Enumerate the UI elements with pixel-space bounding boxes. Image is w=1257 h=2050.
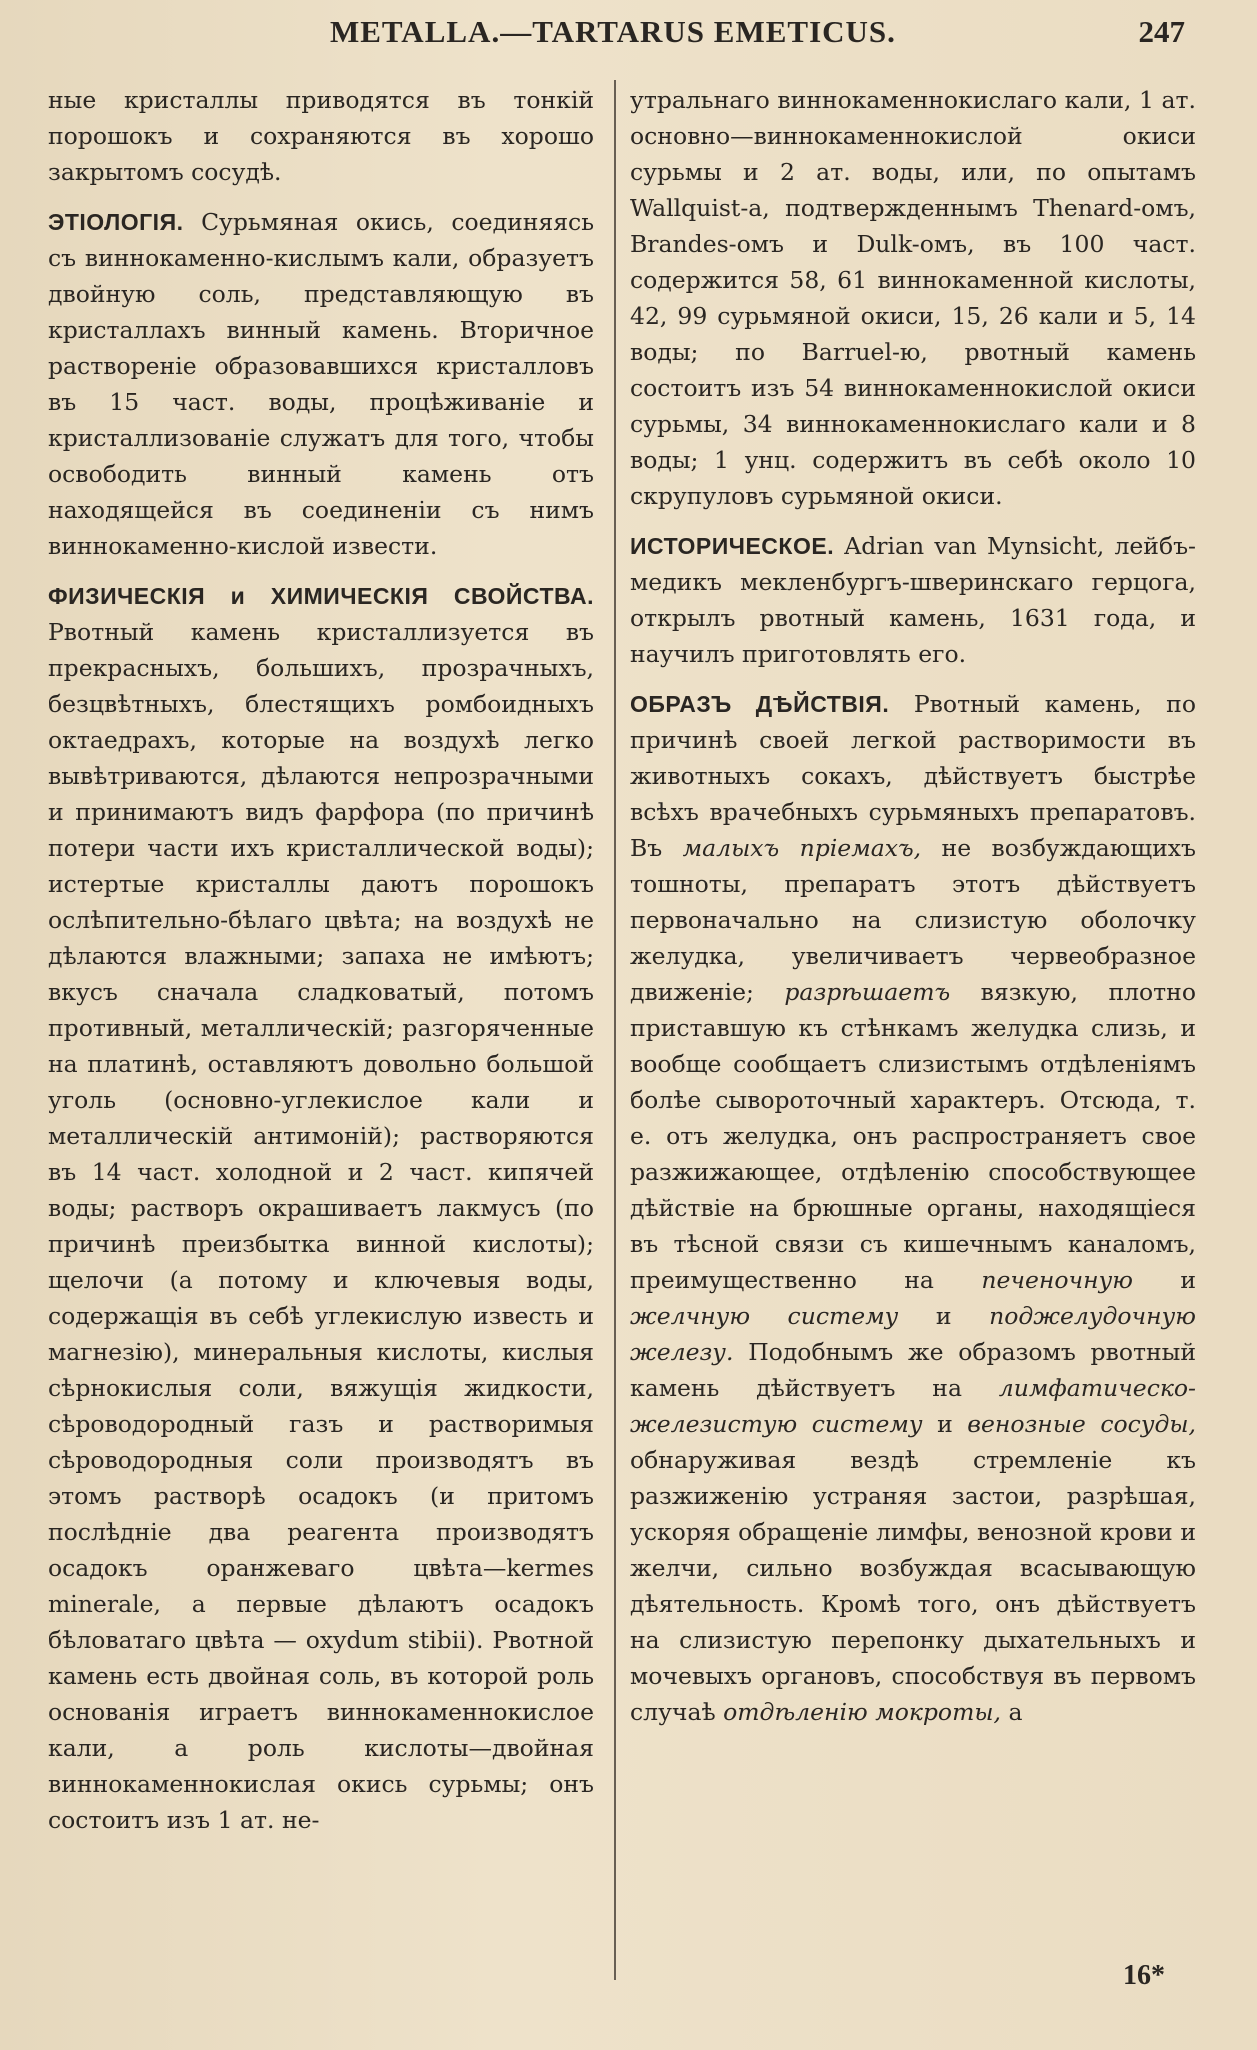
action-text: и [935, 1302, 952, 1330]
emphasis-text: малыхъ пріемахъ, [682, 834, 922, 862]
section-heading-history: ИСТОРИЧЕСКОЕ. [630, 533, 835, 559]
action-text: а [1008, 1698, 1023, 1726]
emphasis-text: поджелудочную железу. [630, 1302, 1196, 1366]
emphasis-text: лимфатическо-железистую систему [630, 1374, 1196, 1438]
section-heading-action: ОБРАЗЪ ДѢЙСТВІЯ. [630, 691, 890, 717]
running-title: METALLA.—TARTARUS EMETICUS. [330, 14, 896, 49]
section-heading-properties: ФИЗИЧЕСКІЯ и ХИМИЧЕСКІЯ СВОЙСТВА. [48, 583, 594, 609]
running-header [0, 14, 1257, 60]
emphasis-text: печеночную [981, 1266, 1133, 1294]
left-column [48, 82, 594, 1852]
paragraph-properties [48, 578, 594, 1838]
emphasis-text: венозные сосуды, [967, 1410, 1196, 1438]
right-column [630, 82, 1196, 1744]
column-divider [614, 80, 616, 1980]
action-text: и [937, 1410, 953, 1438]
paragraph-etiology [48, 204, 594, 564]
paragraph-composition: утральнаго виннокаменнокислаго кали, 1 ат. основно—виннокаменнокислой окиси сурьмы и 2 ат. воды, или, по опытамъ Wallquist-а, подтвержденнымъ Thenard-омъ, Brandes-омъ и Dulk-омъ, въ 100 част. содержится 58, 61 виннокаменной кислоты, 42, 99 сурьмяной окиси, 15, 26 кали и 5, 14 воды; по Barruel-ю, рвотный камень состоитъ изъ 54 виннокаменнокислой окиси сурьмы, 34 виннокаменнокислаго кали и 8 воды; 1 унц. содержитъ въ себѣ около 10 скрупуловъ сурьмяной окиси. [630, 86, 1196, 510]
action-text: не возбуждающихъ тошноты, препаратъ этотъ дѣйствуетъ первоначально на слизистую оболочку желудка, увеличиваетъ червеобразное движеніе; [630, 834, 1196, 1006]
page-number: 247 [1138, 14, 1185, 49]
action-text: Подобнымъ же образомъ рвотный камень дѣйствуетъ на [630, 1338, 1196, 1402]
action-text: обнаруживая вездѣ стремленіе къ разжиженію устраняя застои, разрѣшая, ускоряя обращеніе лимфы, венозной крови и желчи, сильно возбуждая всасывающую дѣятельность. Кромѣ того, онъ дѣйствуетъ на слизистую перепонку дыхательныхъ и мочевыхъ органовъ, способствуя въ первомъ случаѣ [630, 1446, 1196, 1726]
emphasis-text: желчную систему [630, 1302, 899, 1330]
paragraph-continuation: ные кристаллы приводятся въ тонкій порошокъ и сохраняются въ хорошо закрытомъ сосудѣ. [48, 86, 594, 186]
section-heading-etiology: ЭТІОЛОГІЯ. [48, 209, 184, 235]
action-text: Рвотный камень, по причинѣ своей легкой растворимости въ животныхъ сокахъ, дѣйствуетъ быстрѣе всѣхъ врачебныхъ сурьмяныхъ препаратовъ. Въ [630, 690, 1196, 862]
action-text: и [1180, 1266, 1196, 1294]
emphasis-text: разрѣшаетъ [784, 978, 951, 1006]
action-text: вязкую, плотно приставшую къ стѣнкамъ желудка слизь, и вообще сообщаетъ слизистымъ отдѣленіямъ болѣе сывороточный характеръ. Отсюда, т. е. отъ желудка, онъ распространяетъ свое разжижающее, отдѣленію способствующее дѣйствіе на брюшные органы, находящіеся въ тѣсной связи съ кишечнымъ каналомъ, преимущественно на [630, 978, 1196, 1294]
etiology-text: Сурьмяная окись, соединяясь съ виннокаменно-кислымъ кали, образуетъ двойную соль, представляющую въ кристаллахъ винный камень. Вторичное раствореніе образовавшихся кристалловъ въ 15 част. воды, процѣживаніе и кристаллизованіе служатъ для того, чтобы освободить винный камень отъ находящейся въ соединеніи съ нимъ виннокаменно-кислой извести. [48, 208, 594, 560]
signature-mark: 16* [1123, 1960, 1165, 1991]
history-text: Adrian van Mynsicht, лейбъ-медикъ мекленбургъ-шверинскаго герцога, открылъ рвотный камень, 1631 года, и научилъ приготовлять его. [630, 532, 1196, 668]
emphasis-text: отдѣленію мокроты, [723, 1698, 1001, 1726]
paragraph-history [630, 528, 1196, 672]
paragraph-action [630, 686, 1196, 1730]
properties-text: Рвотный камень кристаллизуется въ прекрасныхъ, большихъ, прозрачныхъ, безцвѣтныхъ, блестящихъ ромбоидныхъ октаедрахъ, которые на воздухѣ легко вывѣтриваются, дѣлаются непрозрачными и принимаютъ видъ фарфора (по причинѣ потери части ихъ кристаллической воды); истертые кристаллы даютъ порошокъ ослѣпительно-бѣлаго цвѣта; на воздухѣ не дѣлаются влажными; запаха не имѣютъ; вкусъ сначала сладковатый, потомъ противный, металлическій; разгоряченные на платинѣ, оставляютъ довольно большой уголь (основно-углекислое кали и металлическій антимоній); растворяются въ 14 част. холодной и 2 част. кипячей воды; растворъ окрашиваетъ лакмусъ (по причинѣ преизбытка винной кислоты); щелочи (а потому и ключевыя воды, содержащія въ себѣ углекислую известь и магнезію), минеральныя кислоты, кислыя сѣрнокислыя соли, вяжущія жидкости, сѣроводородный газъ и растворимыя сѣроводородныя соли производятъ въ этомъ растворѣ осадокъ (и притомъ послѣдніе два реагента производятъ осадокъ оранжеваго цвѣта—kermes minerale, а первые дѣлаютъ осадокъ бѣловатаго цвѣта — oxydum stibii). Рвотной камень есть двойная соль, въ которой роль основанія играетъ виннокаменнокислое кали, а роль кислоты—двойная виннокаменнокислая окись сурьмы; онъ состоитъ изъ 1 ат. не- [48, 618, 594, 1834]
